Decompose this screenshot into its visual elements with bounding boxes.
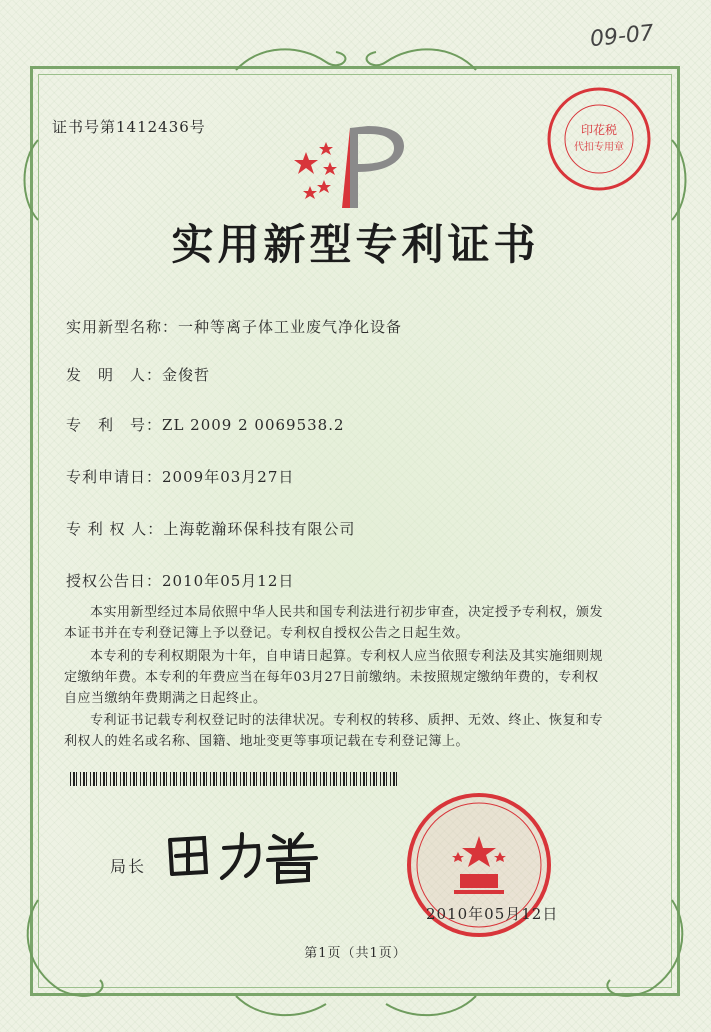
field-patent-number — [66, 414, 345, 435]
field-patentee-label: 专 利 权 人： — [66, 520, 164, 538]
field-utility-name-label: 实用新型名称： — [66, 318, 179, 336]
certificate-title: 实用新型专利证书 — [171, 220, 540, 269]
paragraph-grant-statement: 本实用新型经过本局依照中华人民共和国专利法进行初步审查，决定授予专利权，颁发本证书并在专利登记簿上予以登记。专利权自授权公告之日起生效。 — [64, 605, 604, 641]
field-patentee — [66, 518, 355, 539]
issue-date: 2010年05月12日 — [426, 905, 559, 923]
director-signature — [162, 826, 332, 886]
field-utility-name-value: 一种等离子体工业废气净化设备 — [178, 318, 403, 336]
field-filing-date — [66, 466, 294, 487]
field-patentee-value: 上海乾瀚环保科技有限公司 — [163, 520, 356, 538]
field-inventor — [66, 364, 210, 385]
patent-office-logo — [292, 120, 412, 210]
paragraph-legal-status: 专利证书记载专利权登记时的法律状况。专利权的转移、质押、无效、终止、恢复和专利权人的姓名或名称、国籍、地址变更等事项记载在专利登记簿上。 — [64, 713, 604, 749]
paragraph-term-and-fees: 本专利的专利权期限为十年，自申请日起算。专利权人应当依照专利法及其实施细则规定缴纳年费。本专利的年费应当在每年03月27日前缴纳。未按照规定缴纳年费的，专利权自应当缴纳年费期满之日起终止。 — [64, 649, 604, 706]
field-filing-date-label: 专利申请日： — [66, 468, 163, 486]
certificate-number: 证书号第1412436号 — [52, 118, 206, 136]
field-patent-number-label: 专 利 号： — [66, 416, 163, 434]
field-inventor-label: 发 明 人： — [66, 366, 163, 384]
field-inventor-value: 金俊哲 — [162, 366, 211, 384]
tax-stamp-seal — [544, 84, 654, 194]
field-grant-date-label: 授权公告日： — [66, 572, 163, 590]
tax-stamp-inner-line-2: 代扣专用章 — [574, 142, 624, 153]
field-grant-date — [66, 570, 294, 591]
page-indicator: 第1页（共1页） — [304, 946, 407, 961]
director-label: 局长 — [110, 857, 147, 876]
field-filing-date-value: 2009年03月27日 — [162, 468, 295, 486]
handwritten-note: 09-07 — [588, 20, 656, 53]
tax-stamp-inner-line-1: 印花税 — [580, 123, 618, 137]
field-grant-date-value: 2010年05月12日 — [162, 572, 295, 590]
field-utility-name — [66, 316, 402, 337]
field-patent-number-value: ZL 2009 2 0069538.2 — [162, 416, 345, 434]
barcode — [70, 772, 400, 786]
